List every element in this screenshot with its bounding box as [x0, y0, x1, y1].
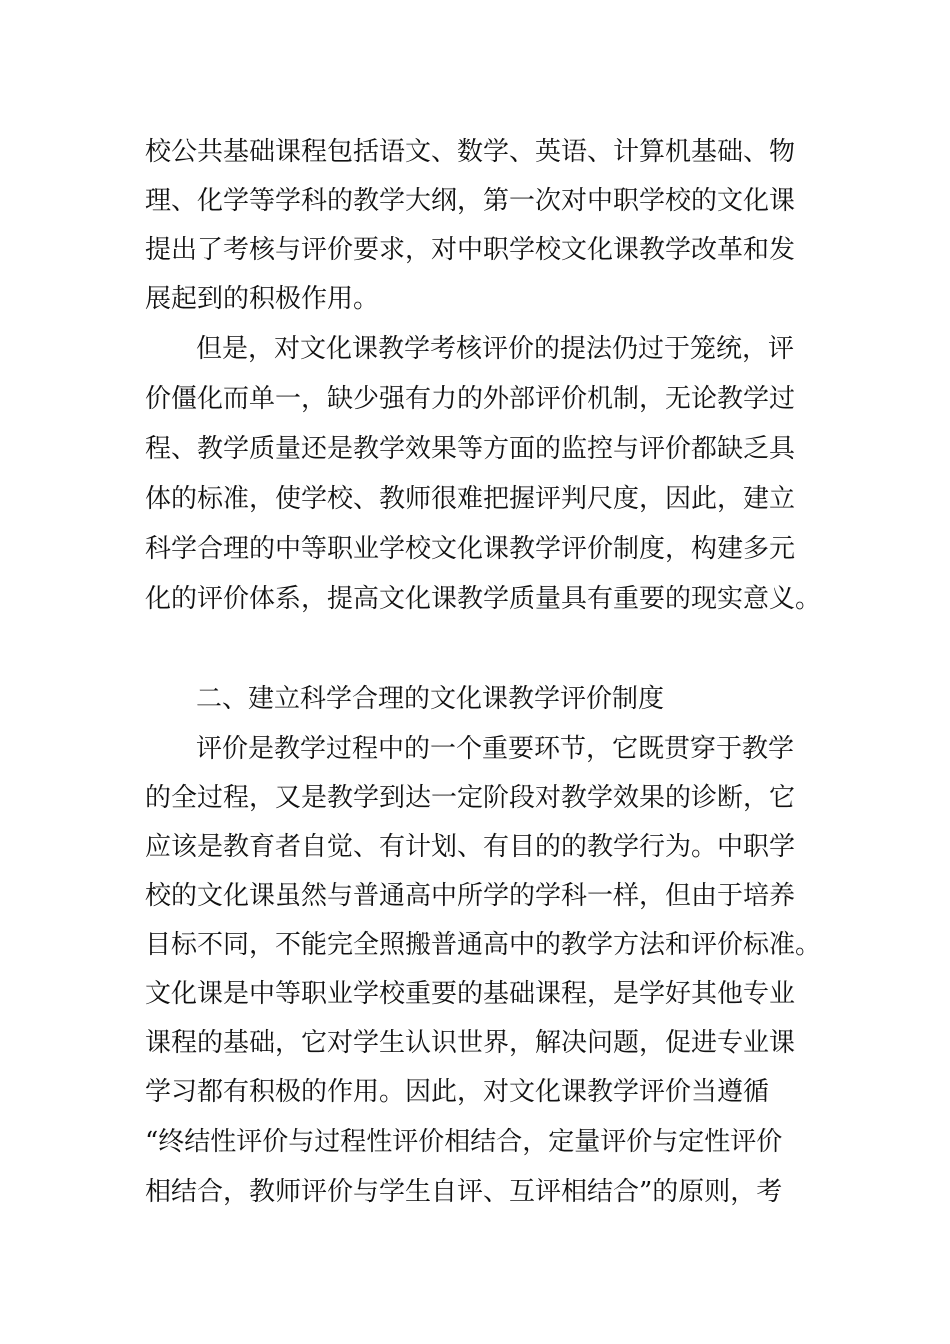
paragraph-line: 相结合，教师评价与学生自评、互评相结合”的原则，考 [145, 1177, 783, 1207]
paragraph-line: 学习都有积极的作用。因此，对文化课教学评价当遵循 [145, 1077, 770, 1107]
paragraph-line: “终结性评价与过程性评价相结合，定量评价与定性评价 [145, 1127, 783, 1157]
paragraph-line: 评价是教学过程中的一个重要环节，它既贯穿于教学 [196, 734, 795, 764]
paragraph-line: 课程的基础，它对学生认识世界，解决问题，促进专业课 [145, 1028, 796, 1058]
paragraph-line: 提出了考核与评价要求，对中职学校文化课教学改革和发 [145, 235, 796, 265]
paragraph-line: 展起到的积极作用。 [145, 284, 380, 314]
paragraph-line: 文化课是中等职业学校重要的基础课程，是学好其他专业 [145, 979, 796, 1009]
paragraph-line: 体的标准，使学校、教师很难把握评判尺度，因此，建立 [145, 484, 796, 514]
paragraph-line: 科学合理的中等职业学校文化课教学评价制度，构建多元 [145, 534, 796, 564]
paragraph-line: 程、教学质量还是教学效果等方面的监控与评价都缺乏具 [145, 434, 796, 464]
paragraph-line: 但是，对文化课教学考核评价的提法仍过于笼统，评 [196, 334, 795, 364]
paragraph-line: 价僵化而单一，缺少强有力的外部评价机制，无论教学过 [145, 384, 796, 414]
paragraph-line: 目标不同，不能完全照搬普通高中的教学方法和评价标准。 [145, 930, 822, 960]
section-heading: 二、建立科学合理的文化课教学评价制度 [196, 684, 665, 714]
paragraph-line: 的全过程，又是教学到达一定阶段对教学效果的诊断，它 [145, 783, 796, 813]
paragraph-line: 理、化学等学科的教学大纲，第一次对中职学校的文化课 [145, 186, 796, 216]
paragraph-line: 化的评价体系，提高文化课教学质量具有重要的现实意义。 [145, 584, 822, 614]
paragraph-line: 校公共基础课程包括语文、数学、英语、计算机基础、物 [145, 137, 796, 167]
paragraph-line: 应该是教育者自觉、有计划、有目的的教学行为。中职学 [145, 832, 796, 862]
paragraph-line: 校的文化课虽然与普通高中所学的学科一样，但由于培养 [145, 881, 796, 911]
